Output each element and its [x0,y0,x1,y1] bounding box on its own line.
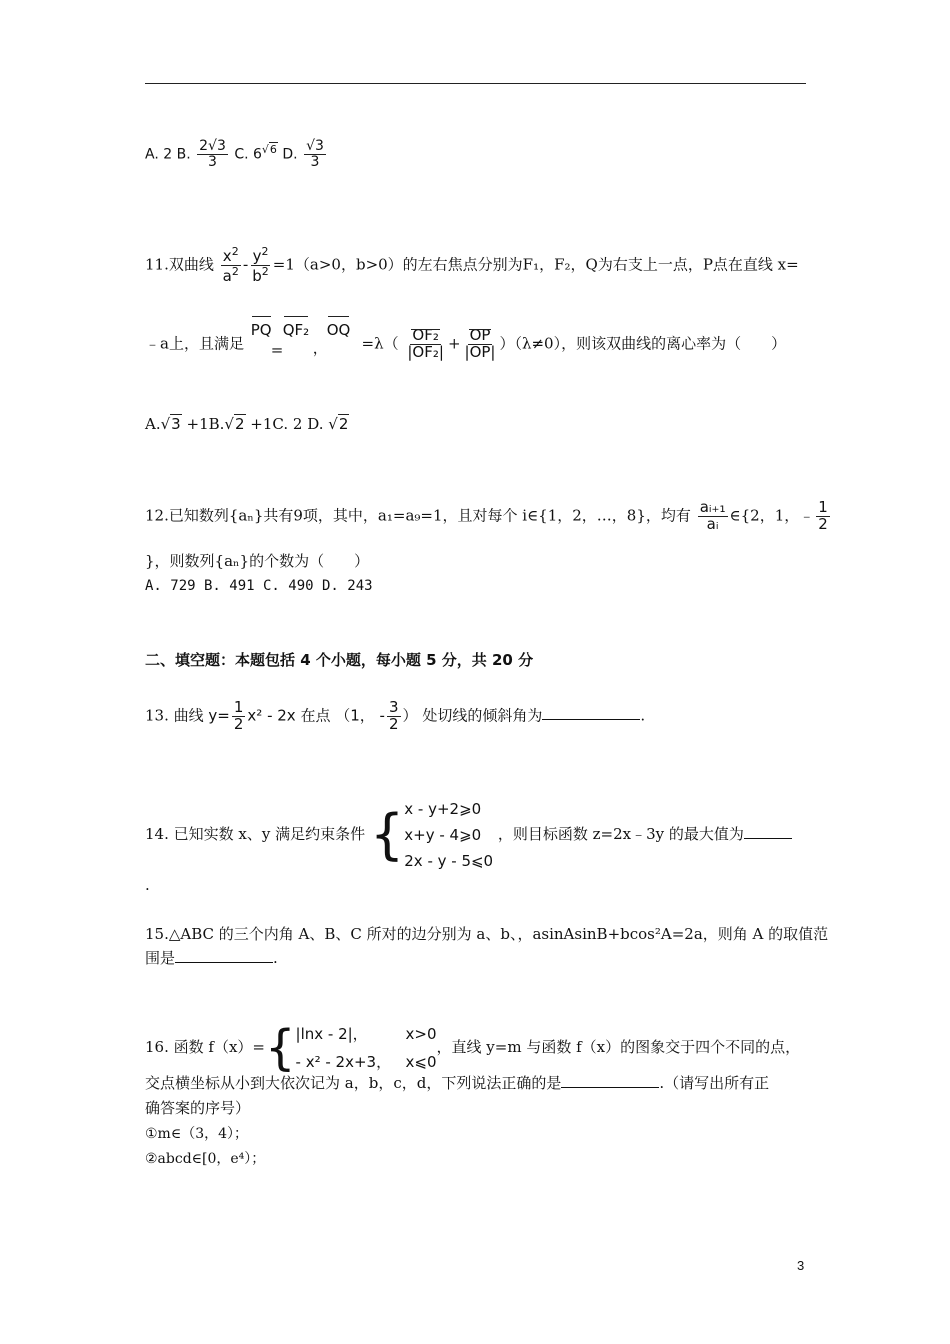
answer-blank[interactable] [175,948,273,963]
question-16-item-1: ①m∈（3，4）； [145,1126,249,1142]
question-12-line-1: 12.已知数列{aₙ}共有9项，其中，a₁=a₉=1，且对每个 i∈{1，2，…，8}，均有 $\frac{\text{aᵢ₊₁}}{\text{aᵢ}}$ ∈{2，1，﹣ $\frac{1}{2}$ [145,498,828,533]
question-13: 13. 曲线 y= $\frac{1}{2}$ x² - 2x 在点 （1， - $\frac{3}{2}$ ） 处切线的倾斜角为 . [145,698,646,733]
answer-blank[interactable] [542,705,640,720]
answer-blank[interactable] [744,824,792,839]
question-14-end: . [145,876,150,894]
hyperbola-x-term: $\frac{x^2}{a^2}$ [222,245,239,285]
question-16-line-1: 16. 函数 f（x）={ |lnx - 2|， x>0 - x² - 2x+3， x⩽0 ，直线 y=m 与函数 f（x）的图象交于四个不同的点， [145,1020,801,1076]
hyperbola-y-term: $\frac{y^2}{b^2}$ [252,245,269,285]
question-12-line-2: }，则数列{aₙ}的个数为（ ） [145,552,370,570]
question-15-line-2: 围是 . [145,949,278,967]
left-brace: { [369,803,405,866]
question-11-line-2: ﹣a上，且满足 PQ QF₂ OQ = ， =λ（ $\frac{\text{OF₂}}{\text{|OF₂|}}$ + $\frac{OP}{|OP|}$ ）（λ≠0），则该双曲线的离心率为（ ） [145,328,786,361]
question-12-choices: A. 729 B. 491 C. 490 D. 243 [145,578,373,594]
q10-option-b-fraction: $\frac{2√3}{3}$ [199,138,226,171]
question-11-line-1: 11.双曲线 $\frac{x^2}{a^2}$ - $\frac{y^2}{b^2}$ =1（a>0，b>0）的左右焦点分别为F₁，F₂，Q为右支上一点，P点在直线 x= [145,245,799,285]
constraint-system: x - y+2⩾0 x+y - 4⩾0 2x - y - 5⩽0 [404,800,494,870]
question-16-item-2: ②abcd∈[0，e⁴）； [145,1151,266,1167]
q10-option-c-radical: √6 [261,143,277,156]
unit-vector-of2: $\frac{\text{OF₂}}{\text{|OF₂|}}$ [407,326,444,361]
answer-blank[interactable] [561,1073,659,1088]
vector-equation-1: PQ QF₂ OQ = ， [249,329,357,359]
piecewise-function: |lnx - 2|， x>0 - x² - 2x+3， x⩽0 [295,1025,437,1071]
question-15-line-1: 15.△ABC 的三个内角 A、B、C 所对的边分别为 a、b、，asinAsinB+bcos²A=2a，则角 A 的取值范 [145,925,829,943]
question-14: 14. 已知实数 x、y 满足约束条件 { x - y+2⩾0 x+y - 4⩾0 2x - y - 5⩽0 ，则目标函数 z=2x﹣3y 的最大值为 [145,796,792,874]
half-fraction: $\frac{1}{2}$ [818,498,828,533]
header-rule [145,83,806,84]
q10-option-d-fraction: $\frac{√3}{3}$ [306,138,324,171]
question-16-line-3: 确答案的序号） [145,1099,251,1117]
section-2-heading: 二、填空题：本题包括 4 个小题，每小题 5 分，共 20 分 [145,651,534,669]
left-brace: { [264,1020,296,1076]
question-16-line-2: 交点横坐标从小到大依次记为 a，b，c，d，下列说法正确的是 .（请写出所有正 [145,1074,770,1092]
q10-options: A. 2 B. $\frac{2√3}{3}$ C. $6^{√6}$ D. $\frac{√3}{3}$ [145,138,324,171]
question-11-choices: A.√3 +1B.√2 +1C. 2 D. √2 [145,415,349,433]
unit-vector-op: $\frac{OP}{|OP|}$ [464,326,496,361]
page-number: 3 [797,1258,805,1273]
ratio-fraction: $\frac{\text{aᵢ₊₁}}{\text{aᵢ}}$ [699,498,726,533]
